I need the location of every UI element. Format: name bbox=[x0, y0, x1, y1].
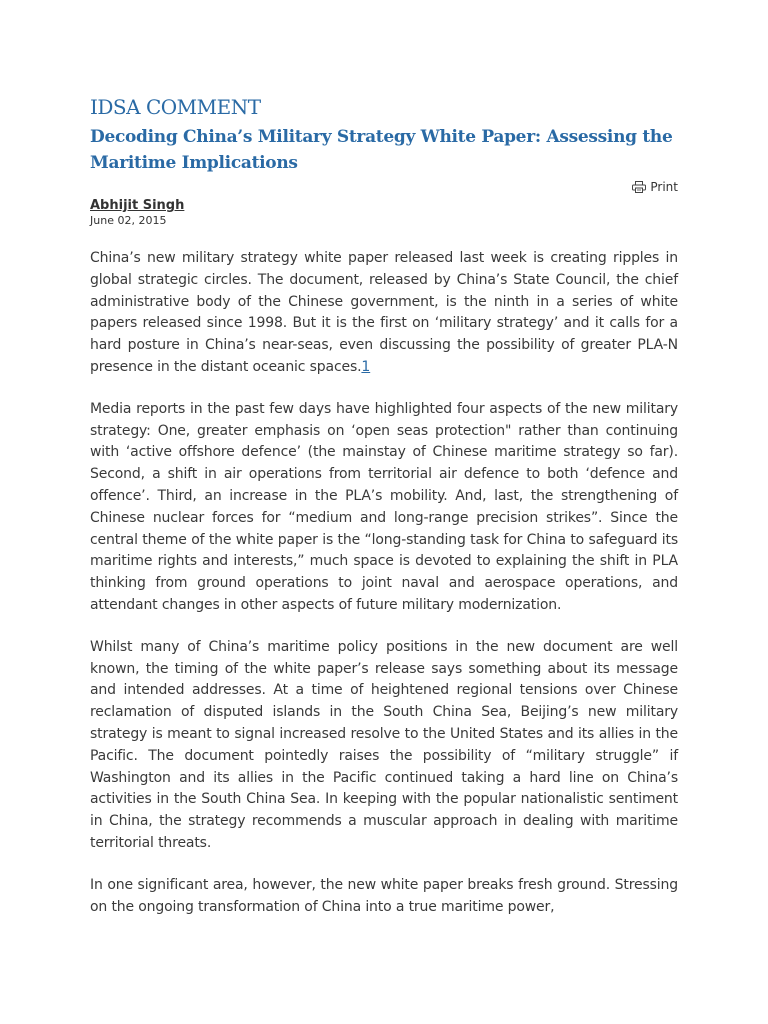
section-label: IDSA COMMENT bbox=[90, 95, 261, 119]
paragraph-2: Media reports in the past few days have highlighted four aspects of the new military strategy: One, greater emphasis on ‘open seas protection" rather than continuing with ‘active offshore defence’ (the mainstay of Chinese maritime strategy so far). Second, a shift in air operations from territorial air defence to both ‘defence and offence’. Third, an increase in the PLA’s mobility. And, last, the strengthening of Chinese nuclear forces for “medium and long-range precision strikes”. Since the central theme of the white paper is the “long-standing task for China to safeguard its maritime rights and interests,” much space is devoted to explaining the shift in PLA thinking from ground operations to joint naval and aerospace operations, and attendant changes in other aspects of future military modernization. bbox=[90, 400, 678, 613]
article-title: Decoding China’s Military Strategy White Paper: Assessing the Maritime Implications bbox=[90, 127, 673, 173]
printer-icon bbox=[632, 181, 646, 193]
paragraph-4: In one significant area, however, the new white paper breaks fresh ground. Stressing on the ongoing transformation of China into a true maritime power, bbox=[90, 876, 678, 915]
footnote-link[interactable]: 1 bbox=[361, 358, 371, 375]
publish-date: June 02, 2015 bbox=[90, 214, 167, 227]
print-label: Print bbox=[650, 180, 678, 194]
article-body bbox=[90, 248, 678, 918]
article-page bbox=[90, 92, 678, 938]
print-row bbox=[90, 178, 678, 196]
paragraph-1 bbox=[90, 248, 678, 379]
paragraph-3: Whilst many of China’s maritime policy positions in the new document are well known, the timing of the white paper’s release says something about its message and intended addresses. At a time of heightened regional tensions over Chinese reclamation of disputed islands in the South China Sea, Beijing’s new military strategy is meant to signal increased resolve to the United States and its allies in the Pacific. The document pointedly raises the possibility of “military struggle” if Washington and its allies in the Pacific continued taking a hard line on China’s activities in the South China Sea. In keeping with the popular nationalistic sentiment in China, the strategy recommends a muscular approach in dealing with maritime territorial threats. bbox=[90, 638, 678, 851]
paragraph-1-text: China’s new military strategy white paper released last week is creating ripples in global strategic circles. The document, released by China’s State Council, the chief administrative body of the Chinese government, is the ninth in a series of white papers released since 1998. But it is the first on ‘military strategy’ and it calls for a hard posture in China’s near-seas, even discussing the possibility of greater PLA-N presence in the distant oceanic spaces. bbox=[90, 250, 678, 375]
print-button[interactable] bbox=[632, 180, 678, 194]
author-link[interactable]: Abhijit Singh bbox=[90, 198, 185, 213]
byline bbox=[90, 196, 678, 228]
